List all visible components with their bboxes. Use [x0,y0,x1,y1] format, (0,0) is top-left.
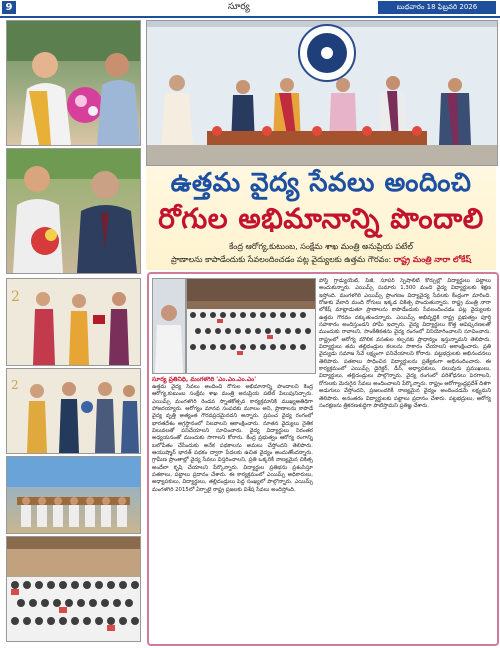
photo-illustration [7,457,140,533]
photo-convocation-award-1 [6,278,141,366]
article-byline: సూర్య ప్రతినిధి, మంగళగిరి 'ఎం.ఎం.ఎం.ఎం' [152,376,257,383]
photo-main-stage [146,20,498,166]
headline-line-2: రోగుల అభిమానాన్ని పొందాలి [158,202,484,235]
date-bar: బుధవారం 18 ఫిబ్రవరి 2026 [378,1,496,14]
photo-lokesh-speaking [152,278,186,374]
photo-illustration [147,21,497,165]
subheadline-1: కేంద్ర ఆరోగ్య,కుటుంబ, సంక్షేమ శాఖ మంత్రి అనుప్రియ పటేల్ [229,242,413,251]
photo-stage-dignitaries [6,456,141,534]
photo-graduates-audience [6,536,141,642]
photo-minister-bouquet [6,20,141,146]
svg-text:2: 2 [11,378,19,392]
article-paragraph-2: పోస్ట్ గ్రాడ్యుయేట్, పీజీ, సూపర్ స్పెషాలిటీ కోర్సుల్లో విద్యార్థులు పట్టాలు అందుకున్నారు. ఎయిమ్స్ సుమారు 1,300 మంది వైద్య విద్యార్థులకు శిక్షణ ఇస్తోంది. మంగళగిరి ఎయిమ్స్ ప్రాంగణం విద్యావైద్య సేవలకు కేంద్రంగా మారింది. రోజుకు వేలాది మంది రోగులు ఇక్కడ చికిత్స పొందుతున్నారు. రాష్ట్ర మంత్రి నారా లోకేష్ మాట్లాడుతూ ప్రాణాలను కాపాడేందుకు సేవలందించడం పట్ల వైద్యులకు ఉత్తమ గౌరవం దక్కుతుందన్నారు. ఎయిమ్స్ అభివృద్ధికి రాష్ట్ర ప్రభుత్వం పూర్తి సహకారం అందిస్తుందని హామీ ఇచ్చారు. వైద్య విద్యార్థులు కొత్త ఆవిష్కరణలతో ముందుకు రావాలని, సాంకేతికతను వైద్య రంగంలో వినియోగించాలని సూచించారు. రాష్ట్రంలో ఆరోగ్య మౌలిక వసతుల కల్పనకు ప్రాధాన్యం ఇస్తున్నామని తెలిపారు. విద్యార్థులు తమ తల్లిదండ్రుల కలలను సాకారం చేయాలని ఆకాంక్షించారు. ప్రతి వైద్యుడు సమాజ సేవే లక్ష్యంగా పనిచేయాలని కోరారు. పట్టభద్రులకు అభినందనలు తెలిపారు. పతకాలు సాధించిన విద్యార్థులను ప్రత్యేకంగా అభినందించారు. ఈ కార్యక్రమంలో ఎయిమ్స్ డైరెక్టర్, డీన్, అధ్యాపకులు, పలువురు ప్రముఖులు, విద్యార్థులు, తల్లిదండ్రులు పాల్గొన్నారు. వైద్య రంగంలో పరిశోధనలు పెరగాలని, రోగులకు మెరుగైన సేవలు అందించాలని పేర్కొన్నారు. రాష్ట్రం ఆరోగ్యాంధ్రప్రదేశ్ దిశగా అడుగులు వేస్తోందని, ప్రజలందరికీ నాణ్యమైన వైద్యం అందించడమే లక్ష్యమని తెలిపారు. అనంతరం విద్యార్థులకు పట్టాలు ప్రదానం చేశారు. పట్టభద్రులు, ఆరోగ్య సంరక్షణను త్రికరణశుద్ధిగా పాటిస్తామని ప్రతిజ్ఞ చేశారు. [319,278,491,409]
subheadline-2-text: ప్రాణాలను కాపాడేందుకు సేవలందించడం పట్ల వైద్యులకు ఉత్తమ గౌరవం: [170,255,394,264]
photo-illustration [7,537,140,641]
photo-convocation-award-2 [6,368,141,454]
newspaper-name: సూర్య [228,2,250,12]
photo-illustration [153,279,185,373]
photo-handshake [6,148,141,274]
photo-illustration [7,369,140,453]
photo-illustration [7,149,140,273]
photo-auditorium [186,278,316,374]
photo-illustration [7,21,140,145]
svg-text:2: 2 [11,289,20,305]
page-number: 9 [2,1,16,14]
subheadline-2 [146,255,496,266]
article-column-1 [152,384,313,638]
photo-illustration [187,279,315,373]
photo-illustration [7,279,140,365]
headline-block [146,166,496,270]
article-paragraph-1: ఉత్తమ వైద్య సేవలు అందించి రోగుల అభిమానాన్ని పొందాలని కేంద్ర ఆరోగ్య,కుటుంబ సంక్షేమ శాఖ మంత్రి అనుప్రియ పటేల్ పిలుపునిచ్చారు. ఎయిమ్స్ మంగళగిరి రెండవ స్నాతకోత్సవ కార్యక్రమానికి ముఖ్యఅతిథిగా హాజరయ్యారు. ఆరోగ్యం మానవ సంపదకు మూలం అని, ప్రాణాలను కాపాడే వైద్య వృత్తి అత్యంత గౌరవప్రదమైనదని అన్నారు. ప్రపంచ వైద్య రంగంలో భారతదేశం అగ్రస్థానంలో నిలవాలని ఆకాంక్షించారు. నూతన వైద్యులు నైతిక విలువలతో పనిచేయాలని సూచించారు. వైద్య విద్యార్థులు నిరంతర అధ్యయనంతో ముందుకు సాగాలని కోరారు. కేంద్ర ప్రభుత్వం ఆరోగ్య రంగాన్ని బలోపేతం చేసేందుకు అనేక పథకాలను అమలు చేస్తోందని తెలిపారు. ఆయుష్మాన్ భారత్ పథకం ద్వారా పేదలకు ఉచిత వైద్యం అందుతోందన్నారు. గ్రామీణ ప్రాంతాల్లో వైద్య సేవలు విస్తరించాలని, ప్రతి ఒక్కరికీ నాణ్యమైన చికిత్స అందేలా కృషి చేయాలని పేర్కొన్నారు. విద్యార్థుల ప్రతిభను ప్రశంసిస్తూ పతకాలు, పట్టాలు ప్రదానం చేశారు. ఈ కార్యక్రమంలో ఎయిమ్స్ అధికారులు, అధ్యాపకులు, విద్యార్థులు, తల్లిదండ్రులు పెద్ద సంఖ్యలో పాల్గొన్నారు. ఎయిమ్స్ మంగళగిరి 2015లో ఏర్పాటై రాష్ట్ర ప్రజలకు విశేష సేవలు అందిస్తోంది. [152,384,313,493]
page-header [0,0,500,18]
article-column-2 [319,278,491,638]
headline-line-1: ఉత్తమ వైద్య సేవలు అందించి [170,168,472,198]
subheadline-2-highlight: రాష్ట్ర మంత్రి నారా లోకేష్ [393,255,472,264]
